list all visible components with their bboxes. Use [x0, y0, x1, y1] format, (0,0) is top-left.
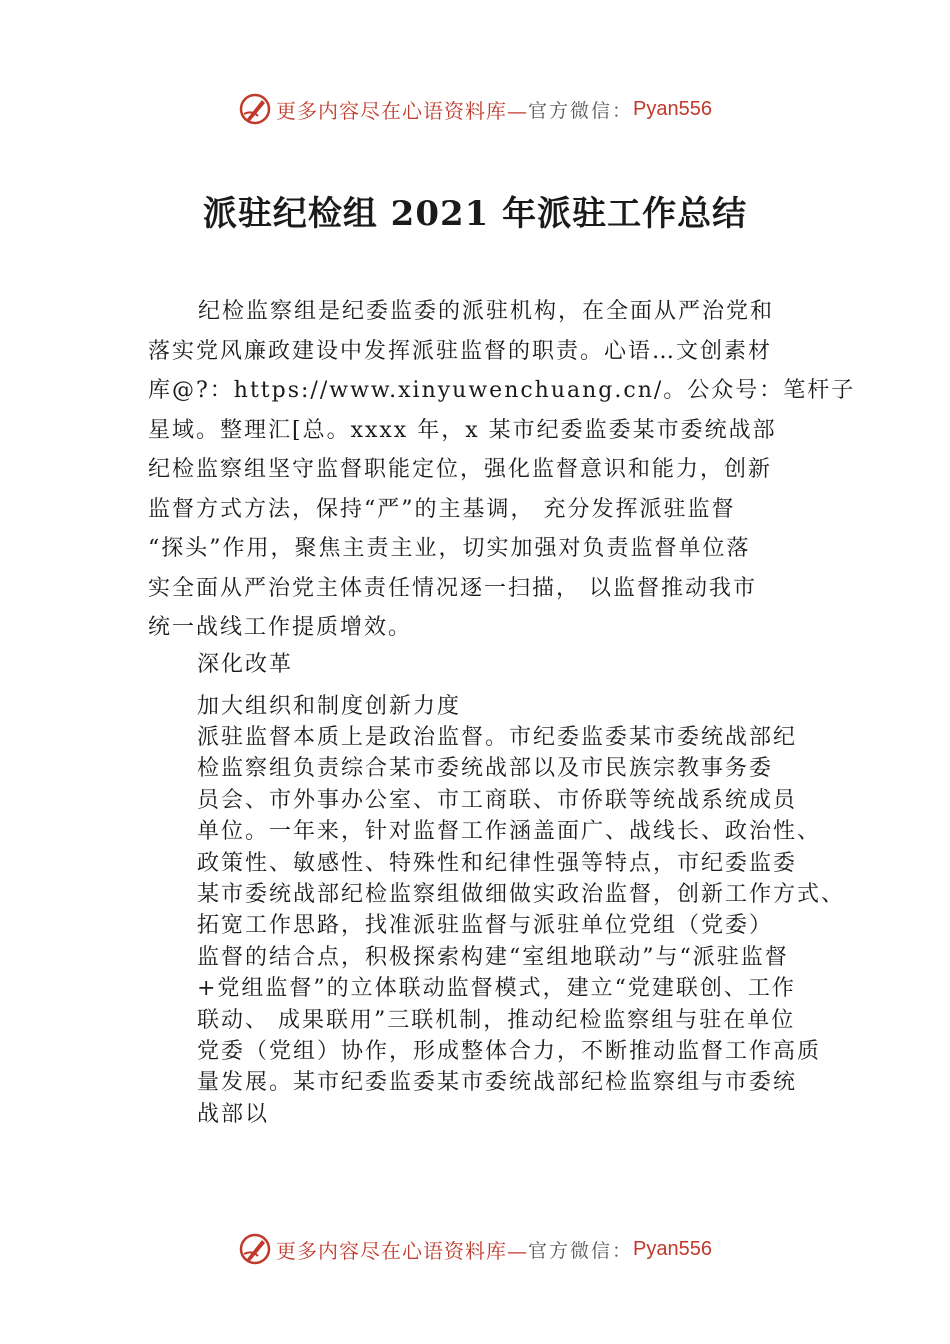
body-line: 检监察组负责综合某市委统战部以及市民族宗教事务委 — [197, 756, 774, 782]
banner-wechat-id: Pyan556 — [633, 1237, 712, 1260]
banner-wechat-id: Pyan556 — [633, 97, 712, 120]
intro-line: 落实党风廉政建设中发挥派驻监督的职责。心语…文创素材 — [148, 338, 773, 364]
intro-paragraph — [148, 292, 855, 648]
banner-slogan: 更多内容尽在心语资料库— — [276, 98, 528, 123]
body-line: 单位。一年来，针对监督工作涵盖面广、战线长、政治性、 — [197, 819, 822, 845]
pen-logo-icon — [238, 1232, 272, 1266]
body-line: 某市委统战部纪检监察组做细做实政治监督，创新工作方式、 — [197, 882, 846, 908]
intro-line: 统一战线工作提质增效。 — [148, 615, 413, 640]
intro-line: 实全面从严治党主体责任情况逐一扫描， 以监督推动我市 — [148, 575, 757, 601]
body-line: 监督的结合点，积极探索构建“室组地联动”与“派驻监督 — [197, 944, 789, 970]
intro-line: 星域。整理汇[总。xxxx 年，x 某市纪委监委某市委统战部 — [148, 417, 777, 443]
banner-wechat-label: 官方微信： — [528, 99, 634, 122]
intro-line: 纪检监察组坚守监督职能定位，强化监督意识和能力，创新 — [148, 457, 773, 482]
intro-line: 库@?：https://www.xinyuwenchuang.cn/。公众号：笔杆子 — [148, 378, 856, 403]
footer-banner — [0, 1232, 950, 1266]
intro-line: 监督方式方法，保持“严”的主基调， 充分发挥派驻监督 — [148, 496, 736, 522]
body-line: 战部以 — [197, 1101, 270, 1127]
pen-logo-icon — [238, 92, 272, 126]
body-line: 政策性、敏感性、特殊性和纪律性强等特点，市纪委监委 — [197, 850, 798, 876]
banner-slogan: 更多内容尽在心语资料库— — [276, 1238, 528, 1263]
body-line: 拓宽工作思路，找准派驻监督与派驻单位党组（党委） — [197, 913, 774, 939]
body-line: 员会、市外事办公室、市工商联、市侨联等统战系统成员 — [197, 787, 798, 813]
intro-line: 纪检监察组是纪委监委的派驻机构，在全面从严治党和 — [198, 299, 775, 324]
subsection-heading: 加大组织和制度创新力度 — [197, 694, 462, 719]
body-paragraph — [197, 722, 845, 1130]
banner-wechat-label: 官方微信： — [528, 1239, 634, 1262]
body-line: +党组监督”的立体联动监督模式，建立“党建联创、工作 — [197, 976, 796, 1002]
body-line: 量发展。某市纪委监委某市委统战部纪检监察组与市委统 — [197, 1070, 798, 1096]
body-line: 党委（党组）协作，形成整体合力，不断推动监督工作高质 — [197, 1039, 822, 1065]
intro-line: “探头”作用，聚焦主责主业，切实加强对负责监督单位落 — [148, 536, 751, 561]
section-heading: 深化改革 — [197, 652, 294, 677]
body-line: 派驻监督本质上是政治监督。市纪委监委某市委统战部纪 — [197, 725, 798, 750]
document-title: 派驻纪检组 2021 年派驻工作总结 — [202, 194, 748, 234]
header-banner — [0, 92, 950, 126]
body-line: 联动、 成果联用”三联机制，推动纪检监察组与驻在单位 — [197, 1007, 796, 1033]
